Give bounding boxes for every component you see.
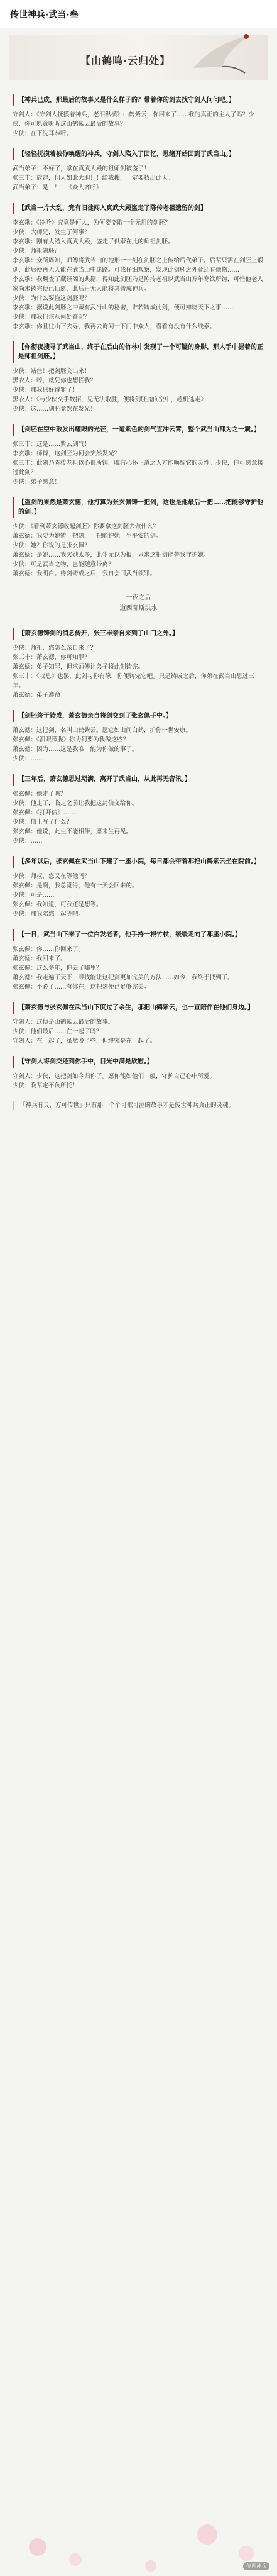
closing-quote: 「神兵有灵，方可传世」只有那一个个可歌可泣的故事才是传世神兵真正的灵魂。: [13, 1101, 264, 1110]
dialogue-line: 少侠：他走了，临走之前让我把这封信交给你。: [13, 800, 138, 807]
dialogue-line: 张三丰：此剑乃陈抟老祖以心血所铸，唯有心怀正道之人方能唤醒它的灵性。少侠，你可愿意接过此剑？: [13, 460, 264, 476]
dialogue-line: 守剑人：《守剑人抚摸着神兵，老泪纵横》山鹤紫云，你回来了……我的真正的主人了吗？少侠，你可愿意听听这山鹤紫云最后的故事？: [13, 111, 254, 128]
dialogue-section: [13, 774, 264, 846]
dialogue-line: 李玄歌：师傅，这剑胚为何会突然发光？: [13, 450, 121, 457]
dialogue-section: [13, 929, 264, 992]
dialogue-line: 张玄佩：他走了吗？: [13, 791, 67, 797]
dialogue-line: 少侠：他们最后……在一起了吗？: [13, 1028, 102, 1035]
section-heading: 【一日，武当山下来了一位白发老者，他手持一根竹杖，缓缓走向了那座小院。】: [13, 929, 264, 941]
dialogue-line: 少侠：大师兄，发生了何事？: [13, 229, 90, 236]
dialogue-line: 少侠：晚辈定不负所托！: [13, 1082, 79, 1089]
dialogue-line: 守剑人：在一起了，虽然晚了些，但终究是在一起了。: [13, 1038, 156, 1045]
dialogue-line: 萧玄德：我明白。待剑铸成之后，我自会回武当领罪。: [13, 570, 156, 577]
dialogue-line: 少侠：弟子愿意！: [13, 479, 61, 486]
dialogue-line: 守剑人：少侠，这把剑如今归你了。愿你能如他们一般，守护自己心中所爱。: [13, 1073, 216, 1080]
dialogue-line: 李玄歌：你且往山下去寻，我再去询问一下门中众人，看看有没有什么线索。: [13, 323, 216, 330]
dialogue-line: 张三丰：《叹息》也罢，此剑与你有缘，你便铸完它吧。只是铸成之后，你须在武当山思过三年。: [13, 673, 254, 689]
dialogue-section: [13, 424, 264, 487]
dialogue-line: 少侠：可是武当之物，岂能随意带离？: [13, 561, 114, 568]
dialogue-line: 李玄歌：据说此剑胚之中藏有武当山的秘密，谁若铸成此剑，便可知晓天下之事……: [13, 304, 234, 311]
dialogue-line: 少侠：那我陪您一起等吧。: [13, 911, 85, 918]
banner-title: 【山鹤鸣·云归处】: [80, 55, 171, 67]
dialogue-line: 张三丰：这是……紫云剑气！: [13, 441, 90, 448]
dialogue-section: [13, 1002, 264, 1046]
scene-transition-line: 道西聊斯洪水: [119, 605, 158, 612]
section-heading: 【轻轻抚摸着被你唤醒的神兵，守剑人陷入了回忆，思绪开始回到了武当山。】: [13, 148, 264, 160]
section-heading: 【你彻夜搜寻了武当山，终于在后山的竹林中发现了一个可疑的身影，那人手中握着的正是师祖剑胚。】: [13, 341, 264, 363]
dialogue-line: 少侠：站住！把剑胚交出来！: [13, 368, 90, 375]
dialogue-line: 武当弟子：是！！！《众人齐呼》: [13, 184, 102, 191]
dialogue-section: [13, 203, 264, 331]
dialogue-line: 李玄歌：我翻查了藏经阁的典籍，得知此剑胚乃是陈抟老祖以武当山万年寒铁所铸，可惜他老人家尚未铸完便已仙逝，此后再无人能将其铸成神兵。: [13, 276, 264, 292]
section-heading: 【盗剑的果然是萧玄德，他打算为张玄佩铸一把剑，这也是他最后一把……把能够守护他的剑。】: [13, 497, 264, 518]
app-header: [0, 0, 277, 28]
dialogue-line: 少侠：她？你说的是张玄佩？: [13, 542, 90, 549]
dialogue-section: [13, 148, 264, 192]
dialogue-line: 张玄佩：《泪眼朦胧》你为何要为我做这些？: [13, 736, 129, 743]
section-heading: 【神兵已成，那最后的故事又是什么样子的？带着你的剑去找守剑人问问吧。】: [13, 94, 264, 106]
dialogue-line: 张玄佩：我知道，可我还是想等。: [13, 901, 102, 908]
section-heading: 【剑胚在空中散发出耀眼的光芒，一道紫色的剑气直冲云霄，整个武当山都为之一震。】: [13, 424, 264, 436]
dialogue-line: 萧玄德：我走遍了天下，寻找能让这把剑更加完美的方法……如今，我终于找到了。: [13, 974, 234, 981]
dialogue-line: 少侠：可是……: [13, 892, 55, 899]
dialogue-line: 萧玄德：我回来了。: [13, 955, 67, 962]
dialogue-line: 黑衣人：《与少侠交手数招，见无法取胜，便将剑胚抛向空中，趁机逃走》: [13, 396, 207, 403]
section-heading: 【武当一片大乱，竟有旧徒闯入真武大殿盗走了陈传老祖遗留的剑】: [13, 203, 264, 214]
dialogue-line: 张三丰：放肆，何人如此大胆！！给我搜，一定要找出此人。: [13, 175, 174, 182]
section-heading: 【守剑人将剑交还到你手中，目光中满是欣慰。】: [13, 1056, 264, 1068]
dialogue-section: [13, 341, 264, 414]
dialogue-line: 少侠：那我们该从何处查起？: [13, 314, 90, 321]
dialogue-line: 少侠：这……剑胚竟然在发光！: [13, 406, 97, 413]
page-title: 传世神兵·武当·叁: [10, 10, 79, 20]
cherry-blossom-icon: [0, 2490, 277, 2576]
dialogue-line: 萧玄德：因为……这是我唯一能为你做的事了。: [13, 746, 138, 753]
dialogue-section: [13, 1056, 264, 1091]
dialogue-line: 武当弟子：不好了，掌在真武大殿的祖师剑被盗了！: [13, 165, 150, 172]
dialogue-line: 黑衣人：哼，就凭你也想拦我？: [13, 377, 97, 384]
section-heading: 【萧玄德铸剑的消息传开，张三丰亲自来到了山门之外。】: [13, 628, 264, 640]
dialogue-section: [13, 628, 264, 700]
dialogue-line: 少侠：师叔，您又在等他吗？: [13, 873, 90, 880]
dialogue-line: 守剑人：这便是山鹤紫云最后的故事。: [13, 1019, 114, 1026]
dialogue-line: 少侠：师祖，您怎么亲自来了？: [13, 645, 97, 652]
dialogue-section: [13, 592, 264, 614]
dialogue-line: 萧玄德：这把剑，名叫山鹤紫云。愿它如山间白鹤，护你一世安康。: [13, 727, 192, 734]
dialogue-line: 萧玄德：弟子知罪，但求师傅让弟子将此剑铸完。: [13, 663, 144, 670]
dialogue-line: 李玄歌：刚有人潜入真武大殿，盗走了供奉在此的师祖剑胚。: [13, 238, 174, 245]
dialogue-section: [13, 497, 264, 579]
dialogue-line: 张玄佩：你……你回来了。: [13, 946, 85, 953]
dialogue-line: 张玄佩：是啊，我总觉得，他有一天会回来的。: [13, 882, 138, 889]
section-heading: 【萧玄德与张玄佩在武当山下度过了余生，那把山鹤紫云，也一直陪伴在他们身边。】: [13, 1002, 264, 1014]
dialogue-line: 张玄佩：不必了……有你在，这把剑便已足够完美。: [13, 984, 150, 991]
dialogue-line: 少侠：……: [13, 755, 43, 762]
dialogue-line: 张三丰：萧玄德，你可知罪？: [13, 654, 90, 661]
dialogue-line: 少侠：信上写了什么？: [13, 819, 73, 826]
section-heading: 【多年以后，张玄佩在武当山下建了一座小院，每日都会带着那把山鹤紫云坐在院前。】: [13, 856, 264, 868]
dialogue-line: 张玄佩：他说，此生不能相伴，愿来生再见。: [13, 828, 133, 835]
dialogue-line: 少侠：在下洗耳恭听。: [13, 130, 73, 137]
dialogue-line: 张玄佩：《打开信》……: [13, 809, 75, 816]
dialogue-line: 李玄歌：众所周知，师傅将武当山的地形一一刻在剑胚之上传给后代弟子。后辈只需在剑胚上锻剑，此后便再无人能在武当山中迷路。可我仔细观察，发现此剑胚之外竟还有他物……: [13, 257, 264, 274]
dialogue-line: 少侠：为什么要盗这剑胚呢？: [13, 295, 90, 302]
article-content: [13, 94, 264, 1110]
footer-badge: 传世神兵: [243, 2562, 269, 2570]
dialogue-line: 萧玄德：我要为她铸一把剑，一把能护她一生平安的剑。: [13, 533, 162, 540]
dialogue-line: 少侠：……: [13, 838, 43, 845]
scene-transition: [13, 592, 264, 614]
dialogue-section: [13, 710, 264, 763]
dialogue-line: 少侠：《看到萧玄德收起剑胚》你要拿这剑胚去做什么？: [13, 523, 159, 530]
section-heading: 【三年后，萧玄德思过期满，离开了武当山，从此再无音讯。】: [13, 774, 264, 786]
scene-transition-line: 一夜之后: [126, 594, 151, 601]
dialogue-line: 萧玄德：弟子遵命！: [13, 692, 67, 699]
dialogue-section: [13, 94, 264, 138]
dialogue-section: [13, 856, 264, 919]
dialogue-line: 少侠：那我只好得罪了！: [13, 387, 79, 394]
dialogue-line: 李玄歌：《冷吟》究竟是何人，为何要盗取一个无用的剑胚？: [13, 219, 171, 226]
section-heading: 【剑胚终于铸成，萧玄德亲自将剑交到了张玄佩手中。】: [13, 710, 264, 722]
dialogue-line: 少侠：师祖剑胚？: [13, 248, 61, 255]
dialogue-line: 张玄佩：这么多年，你去了哪里？: [13, 965, 102, 972]
dialogue-line: 萧玄德：是她……我欠她太多，此生无以为报，只求这把剑能替我守护她。: [13, 552, 210, 558]
